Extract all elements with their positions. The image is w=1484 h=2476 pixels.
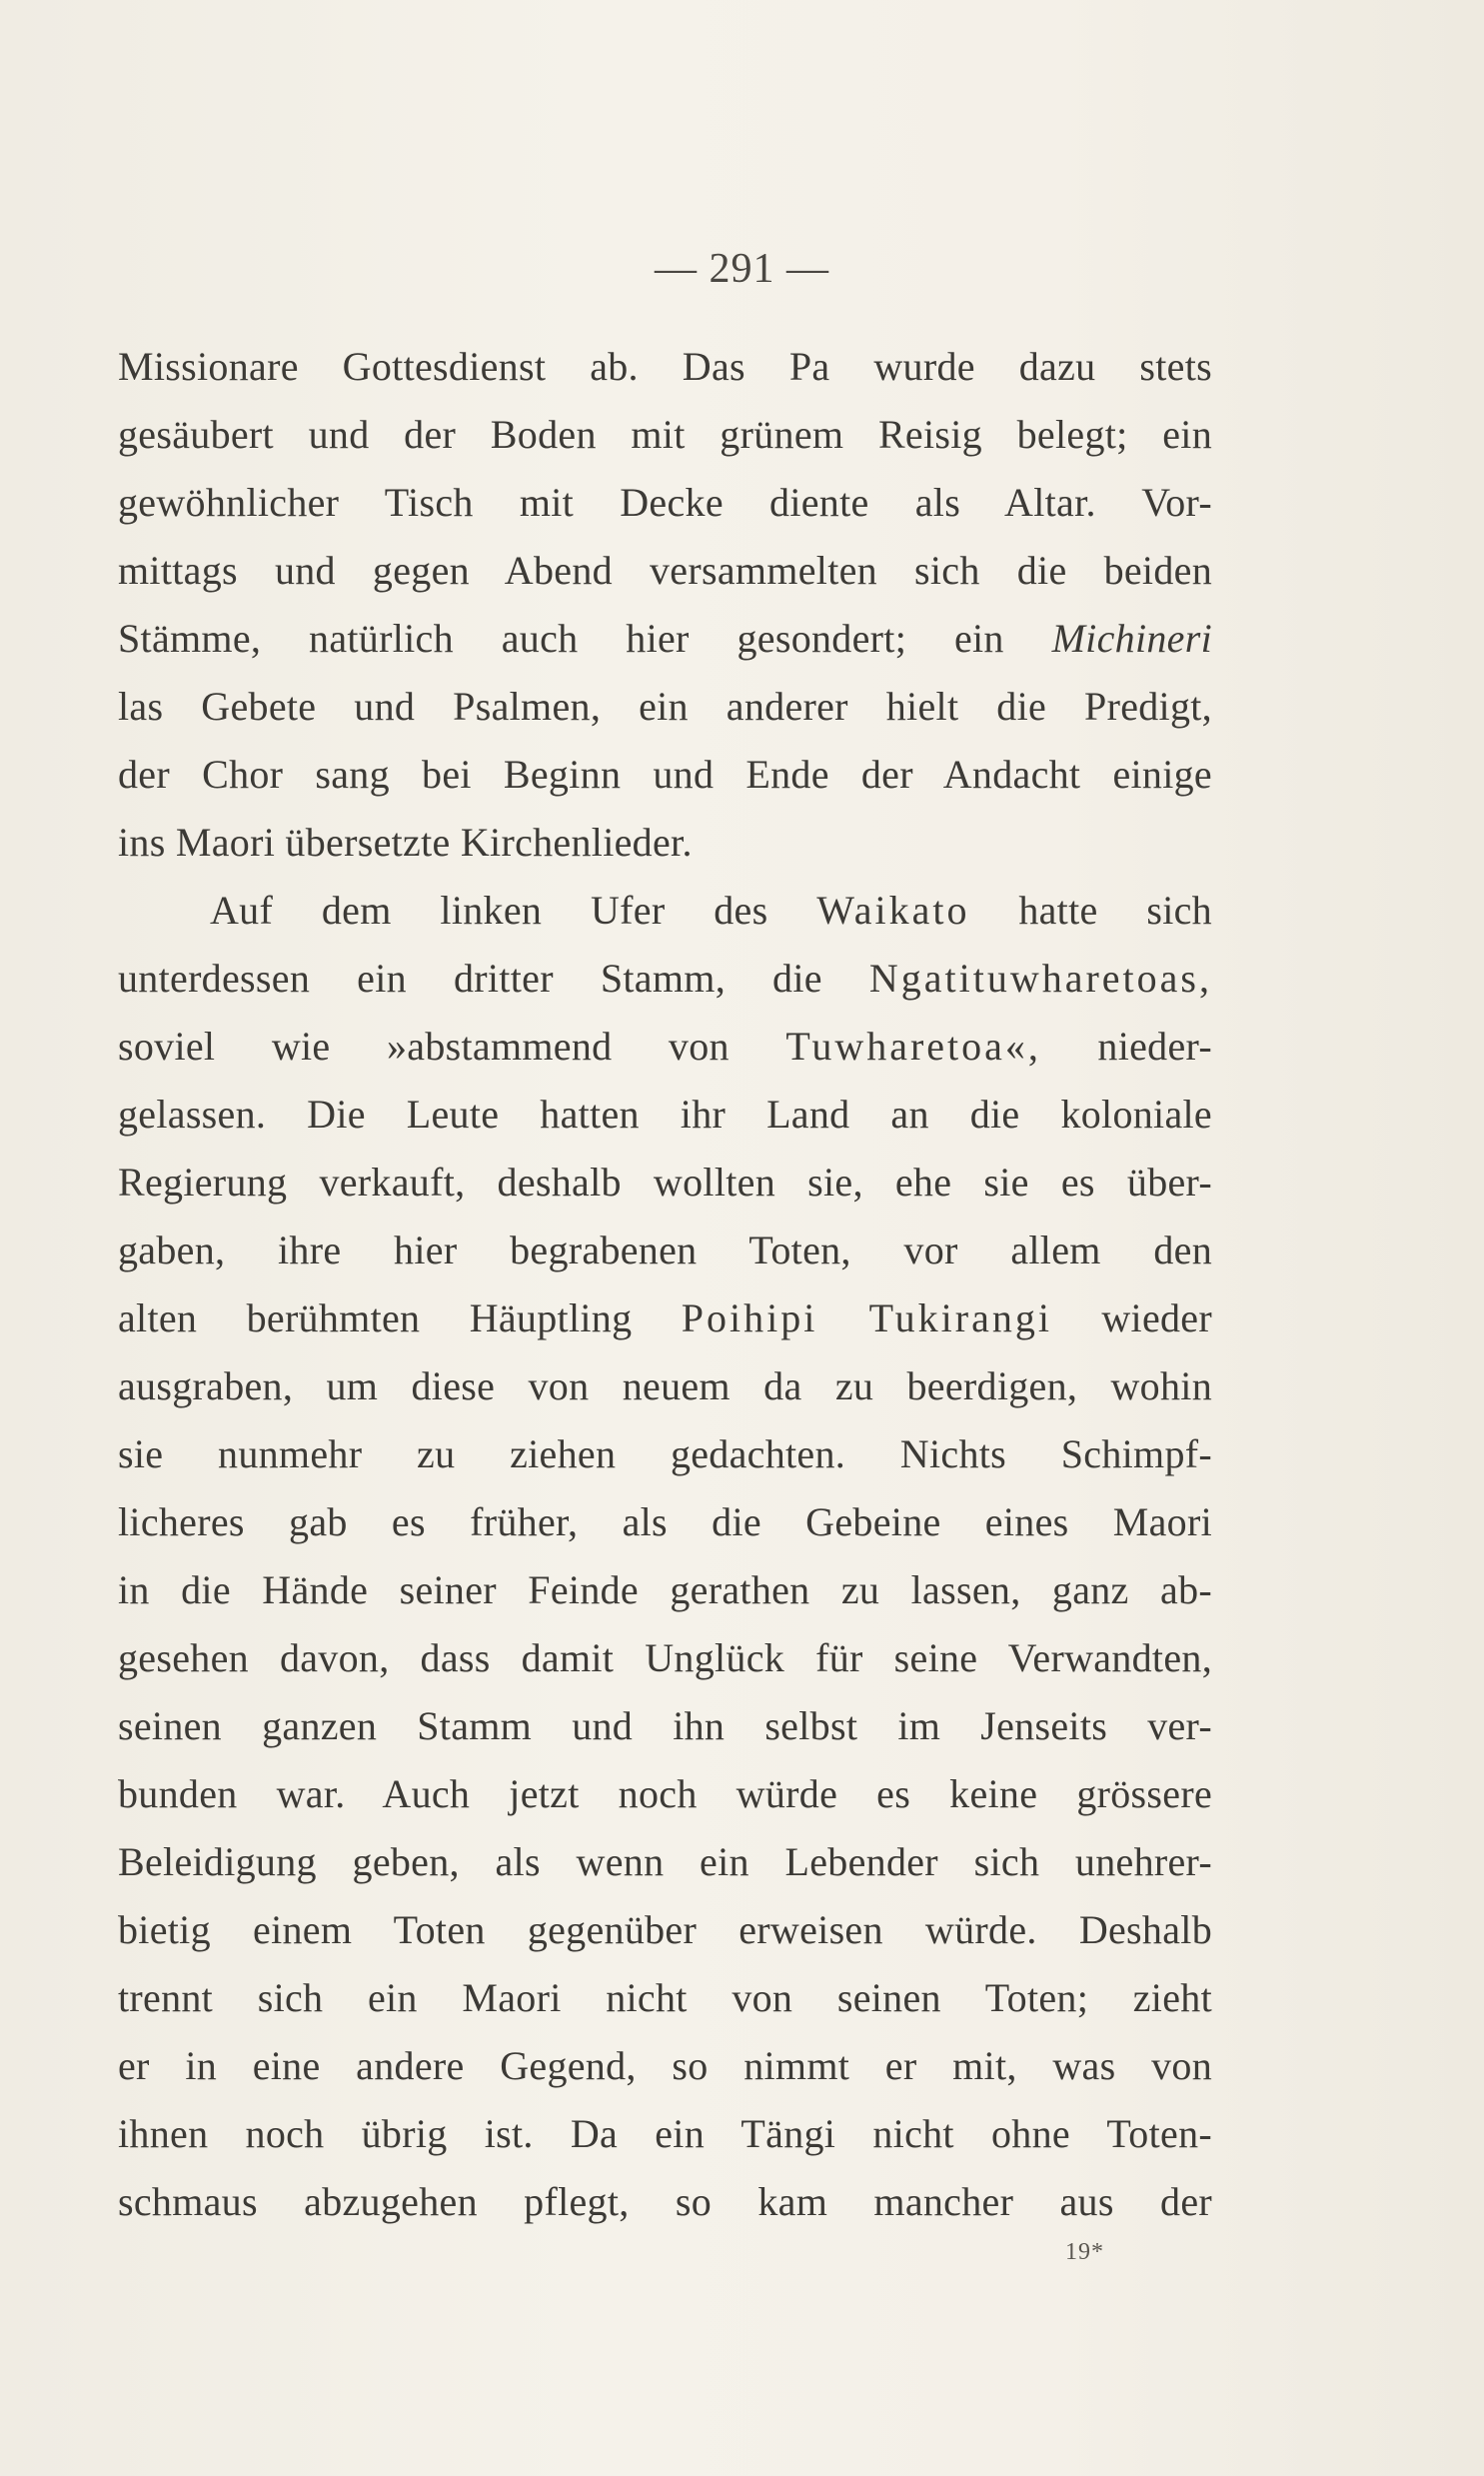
text-line-16: ausgraben, um diese von neuem da zu beerdigen, wohin: [118, 1363, 1212, 1408]
text-line-24: bietig einem Toten gegenüber erweisen würde. Deshalb: [118, 1907, 1212, 1952]
text-line-10: [118, 945, 1212, 1013]
text-line-3: gewöhnlicher Tisch mit Decke diente als Altar. Vor-: [118, 480, 1212, 525]
text-line-10-main: unterdessen ein dritter Stamm, die: [118, 956, 822, 1001]
text-line-6: las Gebete und Psalmen, ein anderer hielt die Predigt,: [118, 684, 1212, 729]
text-line-7: der Chor sang bei Beginn und Ende der Andacht einige: [118, 752, 1212, 797]
text-line-1: Missionare Gottesdienst ab. Das Pa wurde dazu stets: [118, 344, 1212, 389]
text-line-5-main: Stämme, natürlich auch hier gesondert; ein: [118, 616, 1004, 661]
text-line-28: schmaus abzugehen pflegt, so kam mancher aus der: [118, 2179, 1212, 2224]
text-line-25: trennt sich ein Maori nicht von seinen Toten; zieht: [118, 1975, 1212, 2020]
text-line-9: [118, 877, 1212, 945]
text-line-11-tail: nieder-: [1097, 1024, 1212, 1069]
text-line-9-tail: hatte sich: [1018, 888, 1212, 933]
term-michineri: Michineri: [1051, 616, 1212, 661]
term-ngatituwharetoas: Ngatituwharetoas,: [868, 956, 1212, 1001]
text-line-18: licheres gab es früher, als die Gebeine eines Maori: [118, 1499, 1212, 1544]
term-poihipi: Poihipi Tukirangi: [681, 1295, 1052, 1340]
text-line-4: mittags und gegen Abend versammelten sich die beiden: [118, 548, 1212, 593]
body-text: [118, 333, 1212, 2236]
term-tuwharetoa: Tuwharetoa«,: [785, 1024, 1041, 1069]
text-line-21: seinen ganzen Stamm und ihn selbst im Jenseits ver-: [118, 1703, 1212, 1748]
text-line-27: ihnen noch übrig ist. Da ein Tängi nicht ohne Toten-: [118, 2111, 1212, 2156]
signature-mark: 19*: [1065, 2239, 1104, 2265]
text-line-11-main: soviel wie »abstammend von: [118, 1024, 730, 1069]
text-line-11: [118, 1013, 1212, 1081]
text-line-26: er in eine andere Gegend, so nimmt er mit, was von: [118, 2043, 1212, 2088]
text-line-2: gesäubert und der Boden mit grünem Reisig belegt; ein: [118, 412, 1212, 457]
page-number: — 291 —: [655, 246, 829, 292]
text-line-5: [118, 605, 1212, 673]
text-line-22: bunden war. Auch jetzt noch würde es keine grössere: [118, 1771, 1212, 1816]
text-line-23: Beleidigung geben, als wenn ein Lebender sich unehrer-: [118, 1839, 1212, 1884]
text-line-15-main: alten berühmten Häuptling: [118, 1295, 633, 1340]
text-line-15: [118, 1284, 1212, 1352]
text-line-12: gelassen. Die Leute hatten ihr Land an die koloniale: [118, 1092, 1212, 1137]
term-waikato: Waikato: [816, 888, 970, 933]
text-line-13: Regierung verkauft, deshalb wollten sie, ehe sie es über-: [118, 1160, 1212, 1205]
text-line-20: gesehen davon, dass damit Unglück für seine Verwandten,: [118, 1635, 1212, 1680]
text-line-17: sie nunmehr zu ziehen gedachten. Nichts Schimpf-: [118, 1431, 1212, 1476]
text-line-15-tail: wieder: [1101, 1295, 1212, 1340]
text-line-14: gaben, ihre hier begrabenen Toten, vor allem den: [118, 1228, 1212, 1272]
text-line-9-main: Auf dem linken Ufer des: [210, 888, 768, 933]
text-line-19: in die Hände seiner Feinde gerathen zu lassen, ganz ab-: [118, 1567, 1212, 1612]
text-line-8: ins Maori übersetzte Kirchenlieder.: [118, 820, 693, 865]
